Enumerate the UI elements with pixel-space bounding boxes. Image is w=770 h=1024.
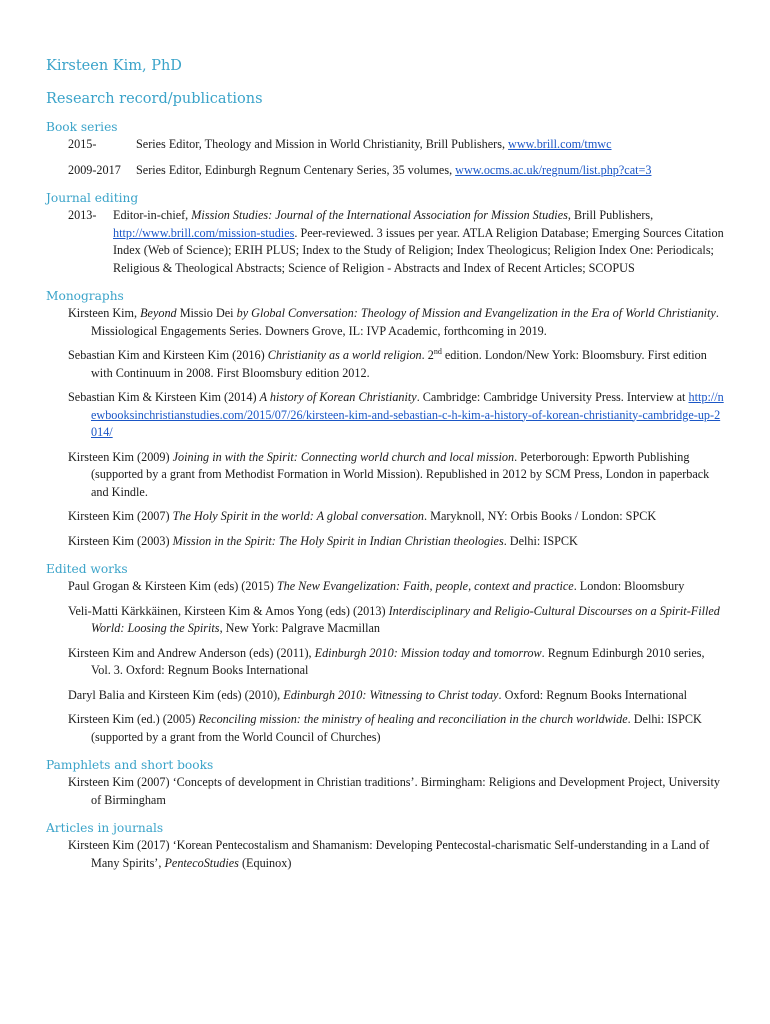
author-name: Kirsteen Kim, PhD [46, 58, 182, 74]
entry-date: 2015- [68, 137, 97, 151]
interview-link[interactable]: http://newbooksinchristianstudies.com/2015/07/26/kirsteen-kim-and-sebastian-c-h-kim-a-history-of-korean-christianity-cambridge-up-2014/ [91, 390, 724, 439]
monograph-entry: Sebastian Kim and Kirsteen Kim (2016) Christianity as a world religion. 2nd edition. London/New York: Bloomsbury. First edition with Continuum in 2008. First Bloomsbury edition 2012. [68, 346, 707, 380]
regnum-list-link[interactable]: www.ocms.ac.uk/regnum/list.php?cat=3 [455, 162, 652, 177]
monograph-entry: Kirsteen Kim (2009) Joining in with the Spirit: Connecting world church and local mission. Peterborough: Epworth Publishing (supported by a grant from Methodist Formation in World Mission). Republished in 2012 by SCM Press, London in paperback and Kindle. [68, 449, 710, 499]
entry-date: 2009-2017 [68, 162, 121, 177]
mission-studies-link[interactable]: http://www.brill.com/mission-studies [113, 225, 295, 240]
article-entry: Kirsteen Kim (2017) ‘Korean Pentecostalism and Shamanism: Developing Pentecostal-charismatic Self-understanding in a Land of Many Spirits’, PentecoStudies (Equinox) [68, 838, 710, 870]
book-series-item [68, 136, 726, 154]
entry-text: Series Editor, Edinburgh Regnum Centenary Series, 35 volumes, www.ocms.ac.uk/regnum/list.php?cat=3 [136, 162, 652, 177]
entry-text: Series Editor, Theology and Mission in World Christianity, Brill Publishers, www.brill.com/tmwc [136, 137, 612, 151]
section-heading-journal-editing: Journal editing [46, 191, 139, 205]
monograph-entry: Kirsteen Kim (2003) Mission in the Spirit: The Holy Spirit in Indian Christian theologies. Delhi: ISPCK [68, 533, 578, 548]
monograph-entry: Kirsteen Kim, Beyond Missio Dei by Global Conversation: Theology of Mission and Evangelization in the Era of World Christianity. Missiological Engagements Series. Downers Grove, IL: IVP Academic, forthcoming in 2019. [68, 306, 719, 338]
journal-editing-item [68, 207, 726, 277]
monograph-entry: Kirsteen Kim (2007) The Holy Spirit in the world: A global conversation. Maryknoll, NY: Orbis Books / London: SPCK [68, 509, 657, 523]
section-heading-monographs: Monographs [46, 289, 124, 303]
page-subtitle: Research record/publications [46, 91, 263, 107]
book-series-item [68, 162, 726, 180]
section-heading-articles: Articles in journals [46, 821, 164, 835]
section-heading-pamphlets: Pamphlets and short books [46, 758, 214, 772]
section-heading-book-series: Book series [46, 120, 118, 134]
pamphlet-entry: Kirsteen Kim (2007) ‘Concepts of development in Christian traditions’. Birmingham: Religions and Development Project, University of Birmingham [68, 775, 720, 807]
edited-work-entry: Paul Grogan & Kirsteen Kim (eds) (2015) The New Evangelization: Faith, people, context and practice. London: Bloomsbury [68, 579, 685, 593]
edited-work-entry: Kirsteen Kim and Andrew Anderson (eds) (2011), Edinburgh 2010: Mission today and tomorrow. Regnum Edinburgh 2010 series, Vol. 3. Oxford: Regnum Books International [68, 645, 705, 677]
entry-text: Editor-in-chief, Mission Studies: Journal of the International Association for Mission Studies, Brill Publishers, http://www.brill.com/mission-studies. Peer-reviewed. 3 issues per year. ATLA Religion Database; Emerging Sources Citation Index (Web of Science); ERIH PLUS; Index to the Study of Religion; Index Theologicus; Religion Index One: Periodicals; Religious & Theological Abstracts; Science of Religion - Abstracts and Index of Recent Articles; SCOPUS [113, 208, 724, 275]
edited-work-entry: Daryl Balia and Kirsteen Kim (eds) (2010), Edinburgh 2010: Witnessing to Christ today. Oxford: Regnum Books International [68, 687, 688, 702]
edited-work-entry: Veli-Matti Kärkkäinen, Kirsteen Kim & Amos Yong (eds) (2013) Interdisciplinary and Religio-Cultural Discourses on a Spirit-Filled World: Loosing the Spirits, New York: Palgrave Macmillan [68, 603, 720, 635]
monograph-entry: Sebastian Kim & Kirsteen Kim (2014) A history of Korean Christianity. Cambridge: Cambridge University Press. Interview at http://newbooksinchristianstudies.com/2015/07/26/kirsteen-kim-and-sebastian-c-h-kim-a-history-of-korean-christianity-cambridge-up-2014/ [68, 390, 724, 439]
section-heading-edited-works: Edited works [46, 562, 128, 576]
edited-work-entry: Kirsteen Kim (ed.) (2005) Reconciling mission: the ministry of healing and reconciliation in the church worldwide. Delhi: ISPCK (supported by a grant from the World Council of Churches) [68, 712, 702, 744]
brill-tmwc-link[interactable]: www.brill.com/tmwc [508, 137, 612, 151]
cv-page [46, 58, 726, 879]
entry-date: 2013- [68, 208, 97, 222]
